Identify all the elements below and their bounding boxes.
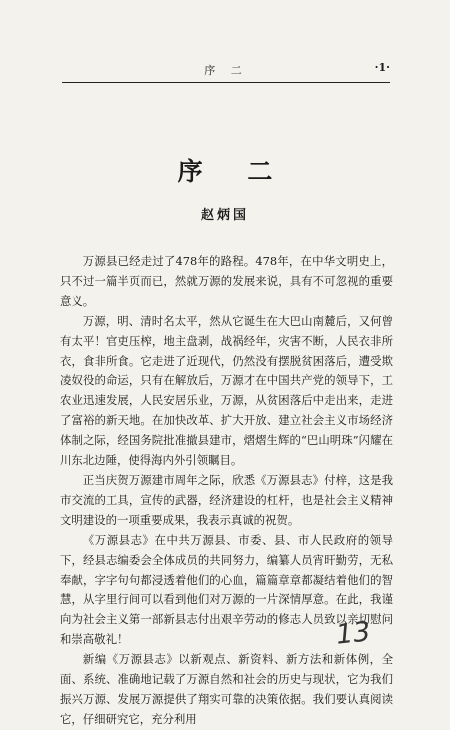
page-number: ·1·	[374, 61, 390, 74]
handwritten-page-mark: 13	[334, 616, 372, 651]
paragraph: 新编《万源县志》以新观点、新资料、新方法和新体例，全面、系统、准确地记载了万源自然和社会的历史与现状，它为我们振兴万源、发展万源提供了翔实可靠的决策依据。我们要认真阅读它，仔细研究它，充分利用	[60, 652, 393, 726]
body-text	[60, 252, 393, 730]
paragraph: 万源，明、清时名太平，然从它诞生在大巴山南麓后，又何曾有太平！官吏压榨，地主盘剥，战祸经年，灾害不断，人民衣非所衣，食非所食。它走进了近现代，仍然没有摆脱贫困落后，遭受欺凌奴役的命运，只有在解放后，万源才在中国共产党的领导下，工农业迅速发展，人民安居乐业，万源，从贫困落后中走出来，走进了富裕的新天地。在加快改革、扩大开放、建立社会主义市场经济体制之际，经国务院批准撤县建市，熠熠生辉的“巴山明珠”闪耀在川东北边陲，使得海内外引领瞩目。	[60, 313, 393, 468]
paragraph: 万源县已经走过了478年的路程。478年，在中华文明史上，只不过一篇半页而已，然就万源的发展来说，具有不可忽视的重要意义。	[60, 254, 393, 308]
paragraph: 正当庆贺万源建市周年之际，欣悉《万源县志》付梓，这是我市交流的工具，宣传的武器，经济建设的杠杆，也是社会主义精神文明建设的一项重要成果，我表示真诚的祝贺。	[60, 472, 393, 527]
running-head	[62, 60, 390, 83]
paragraph: 《万源县志》在中共万源县、市委、县、市人民政府的领导下，经县志编委会全体成员的共同努力，编纂人员宵旰勤劳，无私奉献，字字句句都浸透着他们的心血，篇篇章章都凝结着他们的智慧，从字里行间可以看到他们对万源的一片深情厚意。在此，我谨向为社会主义第一部新县志付出艰辛劳动的修志人员致以亲切慰问和崇高敬礼！	[60, 532, 393, 647]
author-name: 赵炳国	[200, 208, 249, 223]
page-title: 序 二	[177, 157, 291, 186]
running-head-title: 序 二	[204, 64, 248, 77]
